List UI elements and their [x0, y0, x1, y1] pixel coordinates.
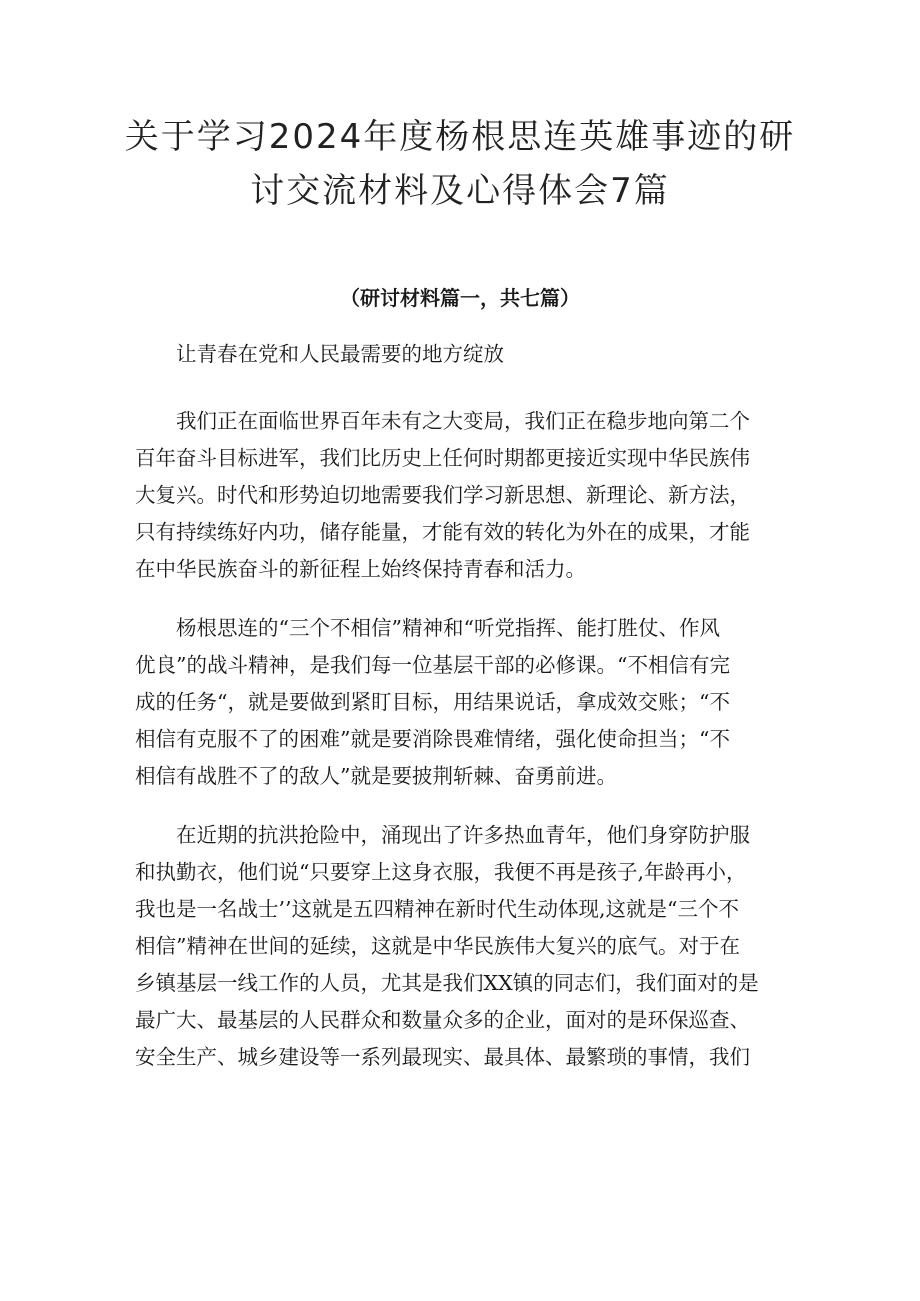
document-title-line-2: 讨交流材料及心得体会7篇 — [250, 171, 670, 211]
paragraph-3 — [135, 817, 791, 1076]
paragraph-line: 成的任务“，就是要做到紧盯目标，用结果说话，拿成效交账；“不 — [135, 690, 730, 714]
paragraph-line: 最广大、最基层的人民群众和数量众多的企业，面对的是环保巡查、 — [135, 1008, 750, 1032]
paragraph-line: 相信有战胜不了的敌人”就是要披荆斩棘、奋勇前进。 — [135, 764, 617, 788]
document-title-line-1: 关于学习2024年度杨根思连英雄事迹的研 — [124, 117, 796, 157]
paragraph-line: 杨根思连的“三个不相信”精神和“听党指挥、能打胜仗、作风 — [176, 616, 720, 640]
paragraph-line: 在中华民族奋斗的新征程上始终保持青春和活力。 — [135, 557, 586, 581]
paragraph-2 — [135, 610, 791, 795]
paragraph-line: 我也是一名战士’’这就是五四精神在新时代生动体现,这就是“三个不 — [135, 897, 740, 921]
paragraph-line: 百年奋斗目标进军，我们比历史上任何时期都更接近实现中华民族伟 — [135, 446, 750, 470]
paragraph-line: 相信有克服不了的困难”就是要消除畏难情绪，强化使命担当；“不 — [135, 727, 730, 751]
paragraph-1 — [135, 403, 791, 588]
section-heading: （研讨材料篇一，共七篇） — [340, 286, 580, 310]
paragraph-line: 乡镇基层一线工作的人员，尤其是我们XX镇的同志们，我们面对的是 — [135, 971, 759, 995]
document-body — [135, 336, 791, 1098]
paragraph-line: 在近期的抗洪抢险中，涌现出了许多热血青年，他们身穿防护服 — [176, 823, 750, 847]
paragraph-line: 我们正在面临世界百年未有之大变局，我们正在稳步地向第二个 — [176, 409, 750, 433]
paragraph-line: 优良”的战斗精神，是我们每一位基层干部的必修课。“不相信有完 — [135, 653, 730, 677]
paragraph-line: 安全生产、城乡建设等一系列最现实、最具体、最繁琐的事情，我们 — [135, 1045, 750, 1069]
paragraph-line: 和执勤衣，他们说“只要穿上这身衣服，我便不再是孩子,年龄再小， — [135, 860, 747, 884]
paragraph-line: 相信”精神在世间的延续，这就是中华民族伟大复兴的底气。对于在 — [135, 934, 740, 958]
paragraph-line: 只有持续练好内功，储存能量，才能有效的转化为外在的成果，才能 — [135, 520, 750, 544]
paragraph-line: 大复兴。时代和形势迫切地需要我们学习新思想、新理论、新方法， — [135, 483, 750, 507]
document-title — [100, 110, 820, 218]
article-subtitle: 让青春在党和人民最需要的地方绽放 — [176, 342, 504, 366]
